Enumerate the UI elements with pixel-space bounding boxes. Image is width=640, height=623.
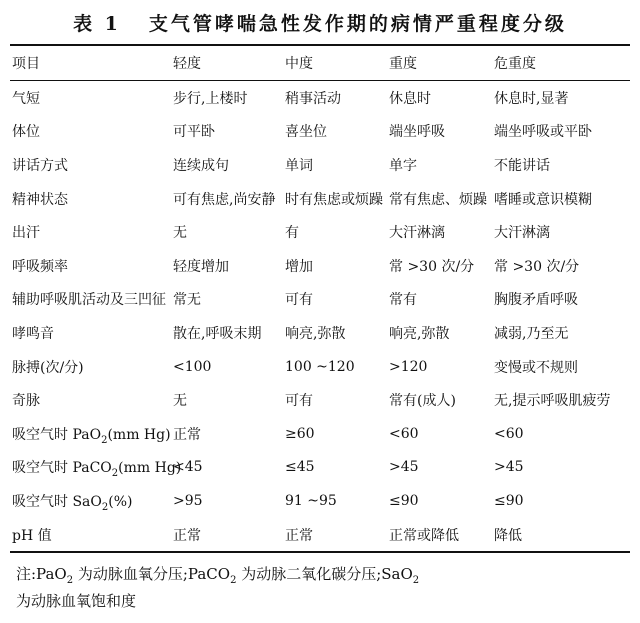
row-item: [10, 451, 182, 485]
cell-critical: 大汗淋漓: [494, 225, 550, 242]
cell-critical: 端坐呼吸或平卧: [494, 124, 592, 141]
cell-moderate: ≥60: [285, 425, 315, 442]
cell-mild: 正常: [173, 527, 201, 544]
header-item: 项目: [12, 56, 40, 72]
footnote-text: 为动脉二氧化碳分压;SaO: [236, 565, 413, 584]
cell-critical: 无,提示呼吸肌疲劳: [494, 393, 611, 410]
table-row: [10, 451, 630, 485]
cell-mild: 可平卧: [173, 124, 215, 141]
cell-severe: 响亮,弥散: [389, 325, 450, 342]
cell-severe: ≤90: [389, 492, 419, 509]
cell-critical: 胸腹矛盾呼吸: [494, 292, 578, 309]
table-caption: 支气管哮喘急性发作期的病情严重程度分级: [148, 12, 567, 35]
cell-severe: <60: [389, 425, 419, 442]
table-number: 表 1: [73, 12, 121, 35]
severity-table-body: [10, 81, 630, 551]
cell-mild: 轻度增加: [173, 258, 229, 275]
table-row: [10, 215, 630, 249]
severity-table: [10, 46, 630, 80]
table-row: [10, 417, 630, 451]
cell-severe: 单字: [389, 157, 417, 174]
cell-critical: 休息时,显著: [494, 90, 569, 107]
cell-moderate: 可有: [285, 393, 313, 410]
footnote-subscript: 2: [66, 575, 74, 587]
cell-severe: >120: [389, 358, 428, 375]
row-item: 出汗: [12, 225, 40, 242]
cell-critical: 减弱,乃至无: [494, 325, 569, 342]
cell-critical: 嗜睡或意识模糊: [494, 191, 592, 208]
cell-critical: 不能讲话: [494, 157, 550, 174]
table-row: [10, 249, 630, 283]
cell-moderate: 增加: [285, 258, 313, 275]
footnote-line-1: [16, 561, 624, 588]
table-row: [10, 81, 630, 115]
header-moderate: 中度: [285, 56, 313, 72]
row-item-suffix: (mm Hg): [118, 460, 182, 477]
cell-severe: 正常或降低: [389, 527, 459, 544]
footnote-line-2: 为动脉血氧饱和度: [16, 592, 137, 611]
row-item: 体位: [12, 124, 40, 141]
table-title: [10, 0, 630, 44]
row-item: 讲话方式: [12, 157, 68, 174]
cell-moderate: 响亮,弥散: [285, 325, 346, 342]
cell-mild: >95: [173, 492, 203, 509]
cell-moderate: 喜坐位: [285, 124, 327, 141]
table-row: [10, 148, 630, 182]
cell-mild: 连续成句: [173, 157, 229, 174]
cell-mild: <45: [173, 459, 203, 476]
row-item-suffix: (%): [108, 493, 133, 510]
cell-critical: 降低: [494, 527, 522, 544]
row-item: 呼吸频率: [12, 258, 68, 275]
table-row: [10, 182, 630, 216]
cell-critical: <60: [494, 425, 524, 442]
cell-moderate: ≤45: [285, 459, 315, 476]
row-item: 奇脉: [12, 393, 40, 410]
row-item: 辅助呼吸肌活动及三凹征: [12, 292, 166, 309]
cell-severe: 休息时: [389, 90, 431, 107]
cell-moderate: 有: [285, 225, 299, 242]
cell-critical: 变慢或不规则: [494, 359, 578, 376]
row-item-subscript: 2: [111, 468, 119, 480]
row-item: 哮鸣音: [12, 325, 54, 342]
cell-moderate: 单词: [285, 157, 313, 174]
cell-severe: 大汗淋漓: [389, 225, 445, 242]
row-item-prefix: 吸空气时 SaO: [12, 493, 102, 510]
footnote-text: 注:PaO: [16, 565, 67, 584]
header-severe: 重度: [389, 56, 417, 72]
footnote-text: 为动脉血氧分压;PaCO: [73, 565, 231, 584]
cell-mild: 正常: [173, 426, 201, 443]
header-critical: 危重度: [494, 56, 536, 72]
row-item-suffix: (mm Hg): [107, 426, 171, 443]
footnote-subscript: 2: [230, 575, 237, 587]
cell-severe: 常有(成人): [389, 393, 456, 410]
table-row: [10, 115, 630, 149]
header-row: [10, 46, 630, 80]
cell-severe: >45: [389, 459, 419, 476]
cell-moderate: 100 ~120: [285, 358, 355, 375]
cell-mild: 可有焦虑,尚安静: [173, 191, 276, 208]
row-item-subscript: 2: [101, 501, 109, 513]
table-row: [10, 518, 630, 552]
row-item: pH 值: [12, 527, 52, 544]
row-item: [10, 484, 171, 518]
table-row: [10, 383, 630, 417]
table-row: [10, 283, 630, 317]
cell-moderate: 稍事活动: [285, 90, 341, 107]
table-footnote: [10, 553, 630, 615]
row-item: 精神状态: [12, 191, 68, 208]
row-item-subscript: 2: [101, 434, 108, 446]
row-item: 气短: [12, 90, 40, 107]
header-mild: 轻度: [173, 56, 201, 72]
cell-mild: 步行,上楼时: [173, 90, 248, 107]
cell-moderate: 可有: [285, 292, 313, 309]
footnote-subscript: 2: [412, 575, 420, 587]
cell-mild: 无: [173, 225, 187, 242]
cell-severe: 常 >30 次/分: [389, 258, 475, 275]
cell-moderate: 时有焦虑或烦躁: [285, 191, 383, 208]
row-item: 脉搏(次/分): [12, 359, 84, 376]
cell-mild: 常无: [173, 292, 201, 309]
cell-critical: >45: [494, 459, 524, 476]
table-row: [10, 316, 630, 350]
cell-critical: ≤90: [494, 492, 524, 509]
cell-moderate: 91 ~95: [285, 492, 337, 509]
table-row: [10, 350, 630, 384]
row-item-prefix: 吸空气时 PaCO: [12, 460, 112, 477]
cell-mild: 散在,呼吸末期: [173, 325, 262, 342]
cell-mild: 无: [173, 393, 187, 410]
row-item: [10, 417, 171, 451]
cell-severe: 常有焦虑、烦躁: [389, 191, 487, 208]
cell-severe: 常有: [389, 292, 417, 309]
table-row: [10, 484, 630, 518]
cell-moderate: 正常: [285, 527, 313, 544]
row-item-prefix: 吸空气时 PaO: [12, 426, 102, 443]
cell-severe: 端坐呼吸: [389, 124, 445, 141]
cell-mild: <100: [173, 358, 212, 375]
cell-critical: 常 >30 次/分: [494, 258, 580, 275]
